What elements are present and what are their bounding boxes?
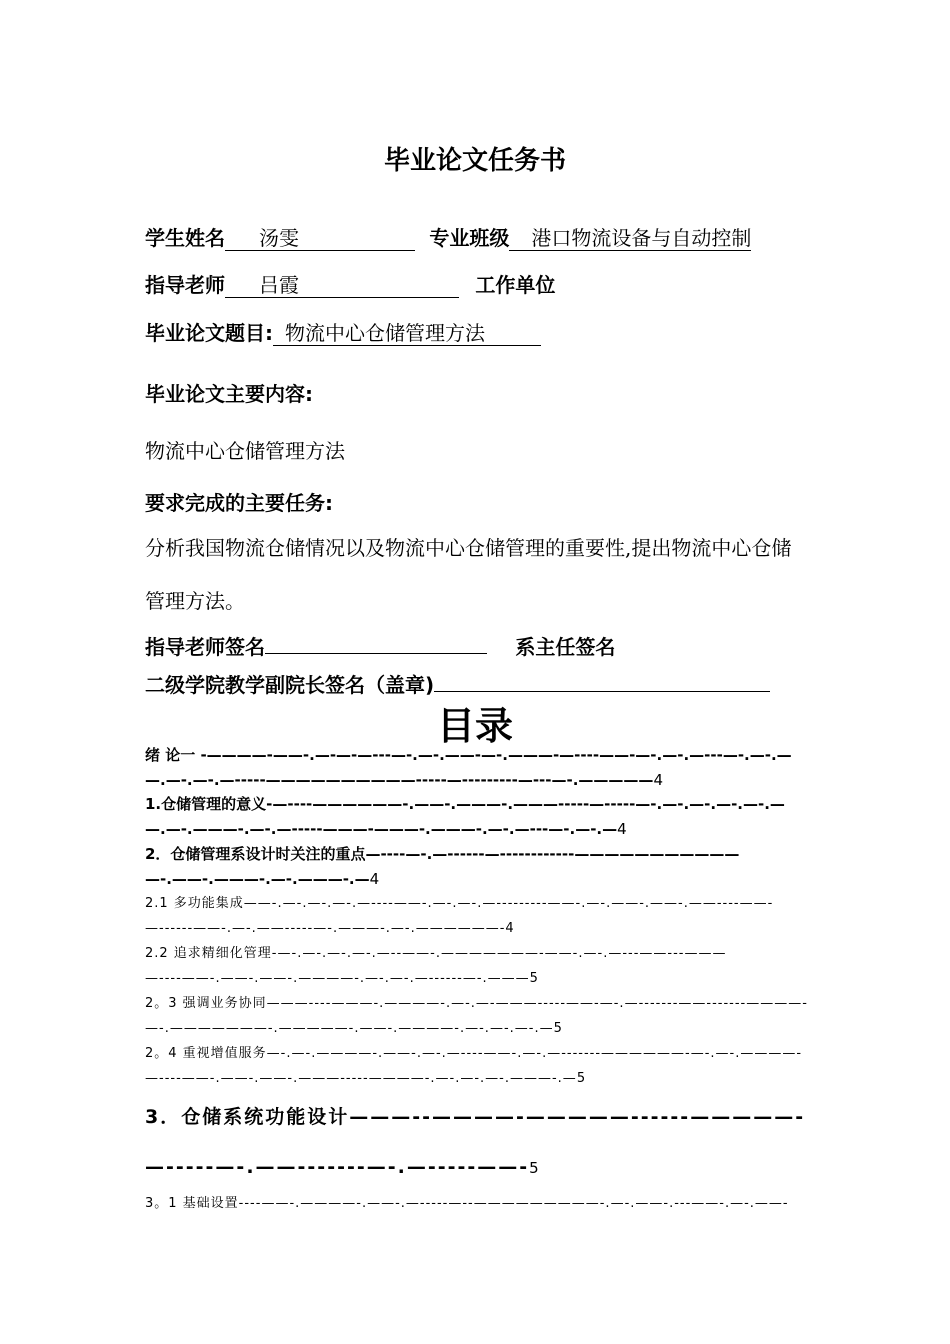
toc-page-number: 4 [653,771,663,789]
toc-page-number: 5 [553,1021,563,1036]
advisor-row [145,269,555,298]
signature-row [145,631,615,660]
toc-entry[interactable]: 2.2 追求精细化管理-—-.—-.—-.—-.—--——-.———————-——-.—-.—---——---——— —----——-.——-.——-.————-.—-.—-.—------—-.———5 [145,946,727,986]
topic-field [273,321,541,346]
student-name-field [225,226,415,251]
class-field [509,226,751,251]
toc-entry[interactable]: 2.1 多功能集成——-.—-.—-.—-.—----——-.—-.—-.—---------——-.—-.——-.——-.——----——- —------——-.—-.——-----—-.———-.—-.——————-4 [145,896,774,936]
toc-page-number: 5 [576,1071,587,1086]
student-name-value: 汤雯 [259,226,299,250]
content-heading: 毕业论文主要内容: [145,382,313,406]
toc-entry[interactable]: 3．仓储系统功能设计———--————-—————------—————- —-----—-.——-------—-.—-----——-5 [145,1106,806,1178]
tasks-text: 分析我国物流仓储情况以及物流中心仓储管理的重要性,提出物流中心仓储管理方法。 [145,536,792,613]
class-value: 港口物流设备与自动控制 [531,226,752,250]
advisor-sign-line [265,633,487,654]
toc-entry[interactable]: 2。4 重视增值服务—-.—-.————-.——-.—-.—----——-.—-.—-------——————-—-.—-.————- —----——-.——-.——-.———-----————-.—-.—-.—-.———-.—5 [145,1046,803,1086]
dean-sign-row [145,669,770,698]
toc-page-number: 4 [617,820,627,838]
toc-page-number: 4 [369,870,380,888]
advisor-value: 吕霞 [259,273,299,297]
head-sign-label: 系主任签名 [515,635,616,659]
toc-entry[interactable]: 1.仓储管理的意义-—----——————-.——-.———-.———-----—-----—-.—-.—-.—-.—-.— —.—-.———-.—-.—-----———-———-.———-.—-.—---—-.—-.—4 [145,795,785,838]
student-info-row [145,222,751,251]
advisor-sign-label: 指导老师签名 [145,635,265,659]
advisor-field [225,273,459,298]
toc-page-number: 5 [529,971,539,986]
topic-row [145,317,541,346]
unit-label: 工作单位 [475,273,556,297]
dean-sign-label: 二级学院教学副院长签名（盖章) [145,673,435,697]
class-label: 专业班级 [429,226,510,250]
toc-entry[interactable]: 3。1 基础设置----——-.————-.——-.—-----—--—————————-.—-.——-.---——-.—-.——- [145,1196,789,1211]
topic-value: 物流中心仓储管理方法 [285,321,485,345]
topic-label: 毕业论文题目: [145,321,273,345]
toc-entry[interactable]: 2。3 强调业务协同———----———-.————-.—-.—-———-----——-—-.—-------——-------————- —-.———————-.—————-.——-.————-.—-.—-.—-.—5 [145,996,808,1036]
advisor-label: 指导老师 [145,273,225,297]
toc-page-number: 4 [505,921,515,936]
content-text: 物流中心仓储管理方法 [145,439,345,463]
tasks-heading: 要求完成的主要任务: [145,491,333,515]
page-title: 毕业论文任务书 [383,146,566,176]
toc-title: 目录 [436,704,513,748]
toc-page-number: 5 [529,1159,541,1177]
student-name-label: 学生姓名 [145,226,225,250]
toc-entry[interactable]: 2．仓储管理系设计时关注的重点—----—-.—------—------------——————————— —-.——-.———-.—-.———-.—4 [145,845,740,888]
toc-entry[interactable]: 绪 论一 -————-——-.—-—-—---—-.—-.——-—-.———-—----——-—-.—-.—---—-.—-.— —.—-.—-.—-----——————————-----—---------—---—-.—————4 [145,746,792,789]
dean-sign-line [434,671,770,692]
